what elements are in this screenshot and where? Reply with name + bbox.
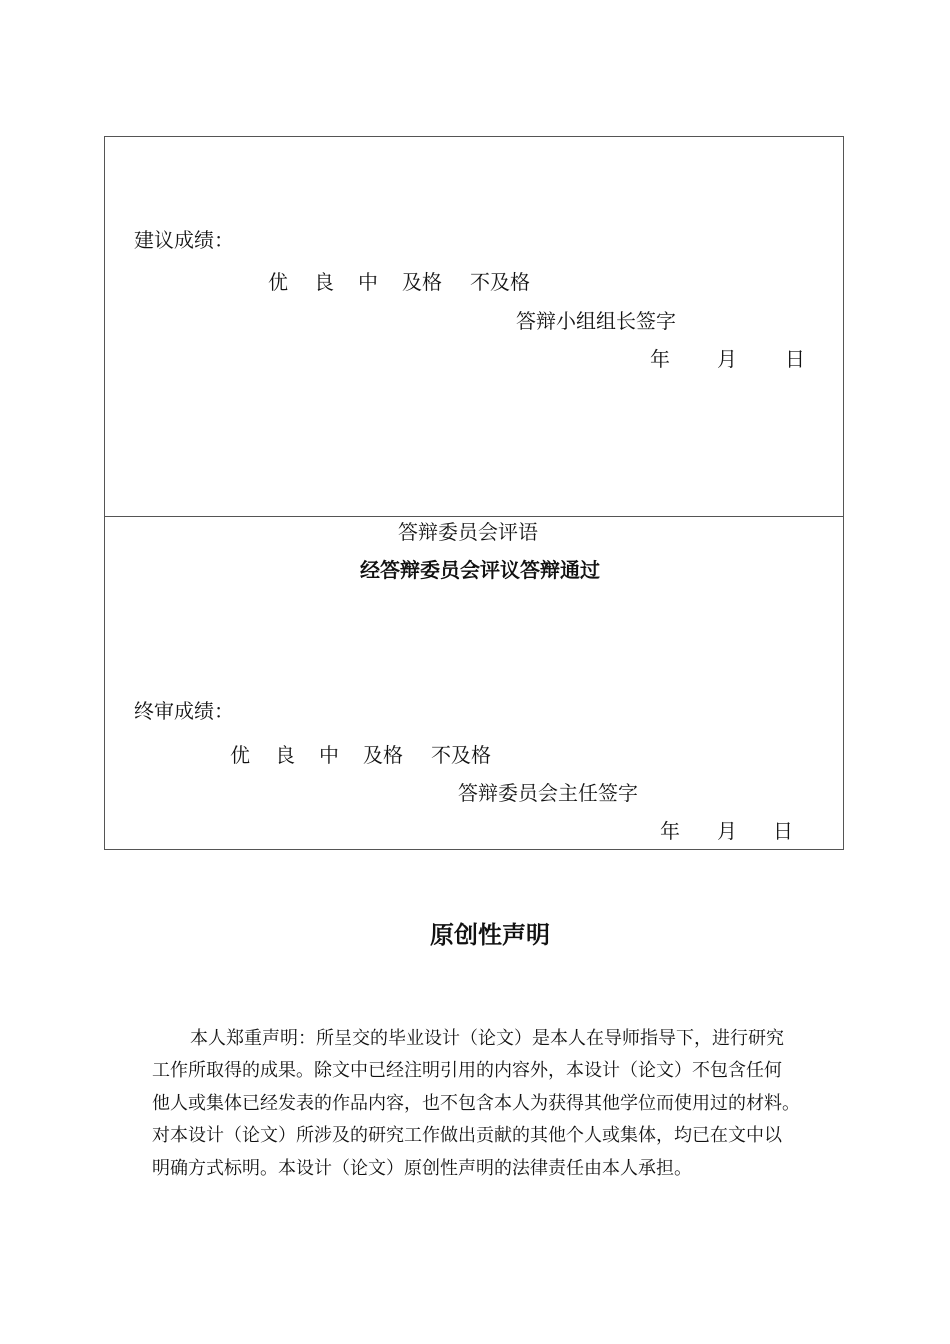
final-grade-option-fail: 不及格 bbox=[431, 743, 491, 767]
declaration-line: 明确方式标明。本设计（论文）原创性声明的法律责任由本人承担。 bbox=[152, 1158, 692, 1179]
group-leader-signature-label: 答辩小组组长签字 bbox=[516, 309, 676, 333]
committee-date-day: 日 bbox=[773, 819, 793, 843]
declaration-title: 原创性声明 bbox=[430, 921, 550, 949]
declaration-line: 本人郑重声明：所呈交的毕业设计（论文）是本人在导师指导下，进行研究 bbox=[190, 1028, 784, 1049]
table-row-divider bbox=[104, 516, 844, 517]
declaration-line: 工作所取得的成果。除文中已经注明引用的内容外，本设计（论文）不包含任何 bbox=[152, 1060, 782, 1081]
final-grade-option-good: 良 bbox=[275, 743, 295, 767]
committee-comment: 经答辩委员会评议答辩通过 bbox=[360, 558, 600, 582]
final-grade-option-medium: 中 bbox=[319, 743, 339, 767]
final-grade-option-excellent: 优 bbox=[230, 743, 250, 767]
final-grade-option-pass: 及格 bbox=[363, 743, 403, 767]
declaration-line: 对本设计（论文）所涉及的研究工作做出贡献的其他个人或集体，均已在文中以 bbox=[152, 1125, 782, 1146]
committee-date-month: 月 bbox=[717, 819, 737, 843]
final-grade-label: 终审成绩： bbox=[134, 699, 234, 723]
committee-heading: 答辩委员会评语 bbox=[398, 520, 538, 544]
group-date-year: 年 bbox=[650, 347, 670, 371]
grade-option-fail: 不及格 bbox=[470, 270, 530, 294]
grade-option-pass: 及格 bbox=[402, 270, 442, 294]
grade-option-medium: 中 bbox=[358, 270, 378, 294]
committee-date-year: 年 bbox=[660, 819, 680, 843]
grade-option-excellent: 优 bbox=[268, 270, 288, 294]
grade-option-good: 良 bbox=[314, 270, 334, 294]
committee-chair-signature-label: 答辩委员会主任签字 bbox=[458, 781, 638, 805]
suggested-grade-label: 建议成绩： bbox=[134, 228, 234, 252]
group-date-month: 月 bbox=[717, 347, 737, 371]
group-date-day: 日 bbox=[785, 347, 805, 371]
declaration-line: 他人或集体已经发表的作品内容，也不包含本人为获得其他学位而使用过的材料。 bbox=[152, 1093, 800, 1114]
